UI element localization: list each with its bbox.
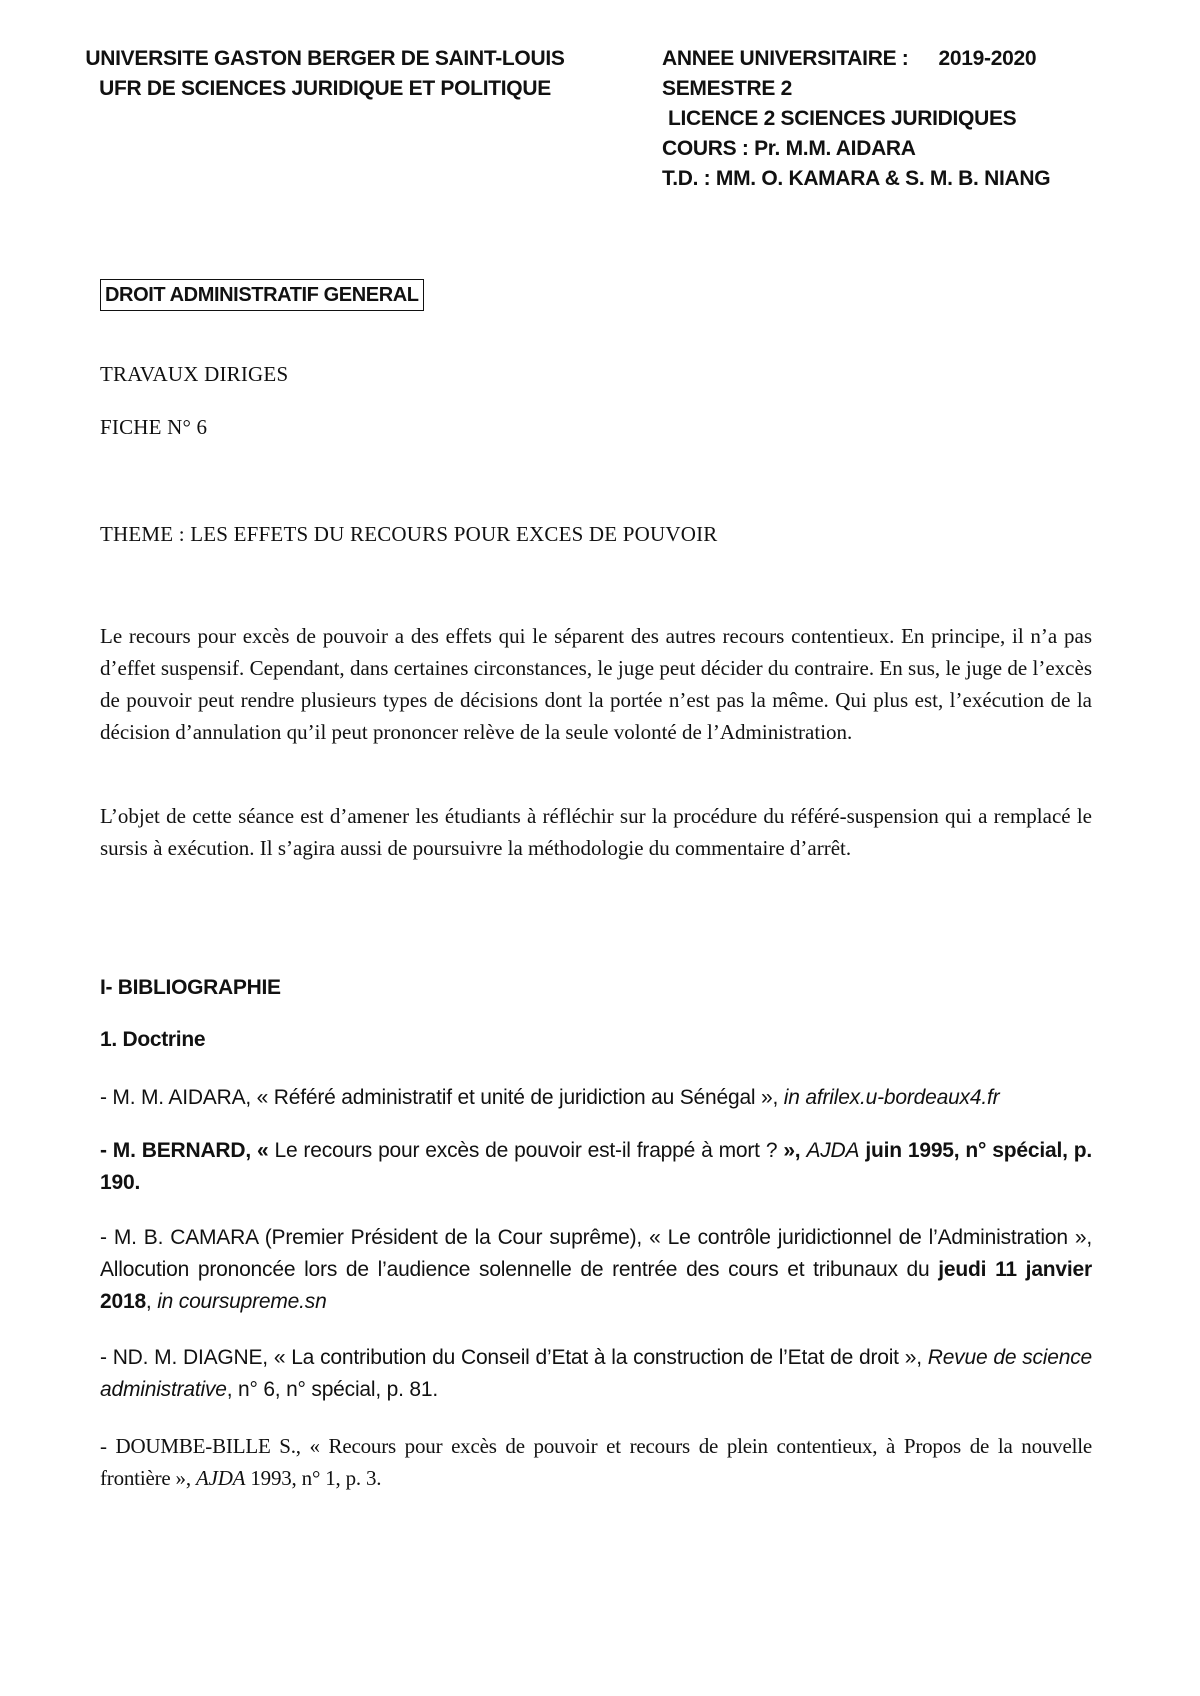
entry-text: - DOUMBE-BILLE S., « Recours pour excès de pouvoir et recours de plein contentieux, à Propos de la nouvelle frontière », [100,1434,1092,1490]
faculty-name: UFR DE SCIENCES JURIDIQUE ET POLITIQUE [99,77,551,100]
entry-source: in afrilex.u-bordeaux4.fr [783,1086,1000,1109]
intro-paragraph-2: L’objet de cette séance est d’amener les étudiants à réfléchir sur la procédure du référé-suspension qui a remplacé le sursis à exécution. Il s’agira aussi de poursuivre la méthodologie du commentaire d’arrêt. [100,804,1092,860]
bibliography-heading: I- BIBLIOGRAPHIE [100,976,281,999]
bibliography-entry [100,1430,1092,1494]
entry-punctuation: », [783,1139,807,1162]
theme-title: THEME : LES EFFETS DU RECOURS POUR EXCES DE POUVOIR [100,522,718,546]
bibliography-entry [100,1135,1092,1199]
academic-year-label: ANNEE UNIVERSITAIRE : [662,47,909,70]
entry-text: - M. B. CAMARA (Premier Président de la Cour suprême), « Le contrôle juridictionnel de l’Administration », Allocution prononcée lors de l’audience solennelle de rentrée des cours et tribunaux du [100,1226,1092,1281]
entry-source: in coursupreme.sn [157,1290,327,1313]
licence: LICENCE 2 SCIENCES JURIDIQUES [668,107,1017,130]
entry-reference: 1993, n° 1, p. 3. [245,1466,382,1490]
course-teacher: COURS : Pr. M.M. AIDARA [662,137,916,160]
entry-author: - M. M. AIDARA, [100,1086,257,1109]
entry-title: « Référé administratif et unité de juridiction au Sénégal », [256,1086,784,1109]
entry-date: jeudi 11 janvier 2018 [100,1258,1092,1313]
bibliography-entry [100,1222,1092,1318]
td-label: TRAVAUX DIRIGES [100,362,289,386]
intro-paragraph-1: Le recours pour excès de pouvoir a des effets qui le séparent des autres recours contentieux. En principe, il n’a pas d’effet suspensif. Cependant, dans certaines circonstances, le juge peut décider du contraire. En sus, le juge de l’excès de pouvoir peut rendre plusieurs types de décisions dont la portée n’est pas la même. Qui plus est, l’exécution de la décision d’annulation qu’il peut prononcer relève de la seule volonté de l’Administration. [100,624,1092,744]
academic-year-value: 2019-2020 [938,47,1037,70]
entry-text: - ND. M. DIAGNE, « La contribution du Conseil d’Etat à la construction de l’Etat de droit », [100,1346,928,1369]
td-teachers: T.D. : MM. O. KAMARA & S. M. B. NIANG [662,167,1051,190]
entry-title: Le recours pour excès de pouvoir est-il frappé à mort ? [274,1139,784,1162]
academic-info [662,44,1050,194]
fiche-number: FICHE N° 6 [100,415,208,439]
entry-journal: AJDA [806,1139,860,1162]
bibliography-entry [100,1082,1092,1114]
course-title: DROIT ADMINISTRATIF GENERAL [100,279,424,311]
academic-year [662,44,1050,74]
entry-punctuation: , [145,1290,158,1313]
entry-author: - M. BERNARD, « [100,1139,275,1162]
entry-reference: juin 1995, n° spécial, p. 190. [100,1139,1092,1194]
semester: SEMESTRE 2 [662,77,793,100]
entry-journal: AJDA [195,1466,246,1490]
entry-reference: , n° 6, n° spécial, p. 81. [226,1378,438,1401]
doctrine-subheading: 1. Doctrine [100,1028,206,1051]
university-header [80,44,570,104]
entry-journal: Revue de science administrative [100,1346,1092,1401]
university-name: UNIVERSITE GASTON BERGER DE SAINT-LOUIS [85,47,565,70]
bibliography-entry [100,1342,1092,1406]
